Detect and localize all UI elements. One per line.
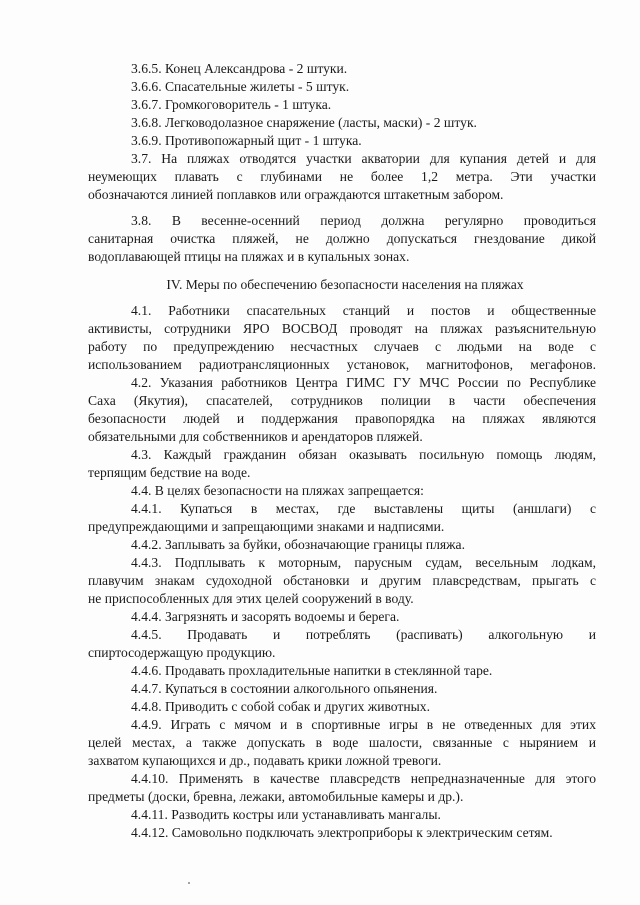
text-line: 3.6.7. Громкоговоритель - 1 штука. bbox=[131, 97, 332, 112]
text-line: 3.6.8. Легководолазное снаряжение (ласты, маски) - 2 штук. bbox=[131, 115, 477, 130]
text-line: неумеющих плавать с глубинами не более 1,2 метра. Эти участки bbox=[88, 169, 596, 184]
text-line: 4.4.7. Купаться в состоянии алкогольного опьянения. bbox=[131, 681, 438, 696]
text-line: 4.4.12. Самовольно подключать электроприборы к электрическим сетям. bbox=[131, 825, 553, 840]
text-line: 4.4. В целях безопасности на пляжах запрещается: bbox=[131, 483, 424, 498]
text-line: 4.4.3. Подплывать к моторным, парусным судам, весельным лодкам, bbox=[131, 555, 596, 570]
text-line: 3.6.5. Конец Александрова - 2 штуки. bbox=[131, 61, 348, 76]
text-line: захватом купающихся и др., подавать крики ложной тревоги. bbox=[88, 753, 442, 768]
section-heading: IV. Меры по обеспечению безопасности населения на пляжах bbox=[166, 277, 524, 292]
text-line: обязательными для собственников и арендаторов пляжей. bbox=[88, 429, 423, 444]
text-line: 4.4.5. Продавать и потреблять (распивать) алкогольную и bbox=[131, 627, 596, 642]
text-line: работу по предупреждению несчастных случаев с людьми на воде с bbox=[88, 339, 596, 354]
text-line: 4.4.2. Заплывать за буйки, обозначающие границы пляжа. bbox=[131, 537, 465, 552]
text-line: 4.1. Работники спасательных станций и постов и общественные bbox=[131, 303, 596, 318]
text-line: 4.2. Указания работников Центра ГИМС ГУ МЧС России по Республике bbox=[131, 375, 596, 390]
text-line: предупреждающими и запрещающими знаками и надписями. bbox=[88, 519, 445, 534]
text-line: санитарная очистка пляжей, не должно допускаться гнездование дикой bbox=[88, 231, 596, 246]
text-line: спиртосодержащую продукцию. bbox=[88, 645, 276, 660]
text-line: целей местах, а также допускать в воде шалости, связанные с нырянием и bbox=[88, 735, 596, 750]
text-line: использованием радиотрансляционных установок, магнитофонов, мегафонов. bbox=[88, 357, 596, 372]
text-line: не приспособленных для этих целей сооружений в воду. bbox=[88, 591, 414, 606]
text-line: плавучим знакам судоходной обстановки и другим плавсредствам, прыгать с bbox=[88, 573, 596, 588]
text-line: активисты, сотрудники ЯРО ВОСВОД проводят на пляжах разъяснительную bbox=[88, 321, 596, 336]
text-line: 4.4.6. Продавать прохладительные напитки в стеклянной таре. bbox=[131, 663, 493, 678]
text-line: Саха (Якутия), спасателей, сотрудников полиции в части обеспечения bbox=[88, 393, 596, 408]
text-line: 3.8. В весенне-осенний период должна регулярно проводиться bbox=[131, 213, 596, 228]
text-line: 4.4.1. Купаться в местах, где выставлены щиты (аншлаги) с bbox=[131, 501, 596, 516]
text-line: терпящим бедствие на воде. bbox=[88, 465, 251, 480]
text-line: 4.4.4. Загрязнять и засорять водоемы и берега. bbox=[131, 609, 400, 624]
scan-speck bbox=[188, 882, 190, 884]
text-line: безопасности людей и поддержания правопорядка на пляжах являются bbox=[88, 411, 596, 426]
text-line: предметы (доски, бревна, лежаки, автомобильные камеры и др.). bbox=[88, 789, 464, 804]
text-line: 4.4.9. Играть с мячом и в спортивные игры в не отведенных для этих bbox=[131, 717, 596, 732]
text-line: 3.6.6. Спасательные жилеты - 5 штук. bbox=[131, 79, 350, 94]
text-line: 4.4.10. Применять в качестве плавсредств непредназначенные для этого bbox=[131, 771, 596, 786]
text-line: 4.4.11. Разводить костры или устанавливать мангалы. bbox=[131, 807, 441, 822]
text-line: 4.4.8. Приводить с собой собак и других животных. bbox=[131, 699, 430, 714]
text-line: обозначаются линией поплавков или ограждаются штакетным забором. bbox=[88, 187, 504, 202]
text-line: 3.7. На пляжах отводятся участки акватории для купания детей и для bbox=[131, 151, 596, 166]
text-line: 4.3. Каждый гражданин обязан оказывать посильную помощь людям, bbox=[131, 447, 596, 462]
text-line: 3.6.9. Противопожарный щит - 1 штука. bbox=[131, 133, 362, 148]
text-line: водоплавающей птицы на пляжах и в купальных зонах. bbox=[88, 249, 410, 264]
